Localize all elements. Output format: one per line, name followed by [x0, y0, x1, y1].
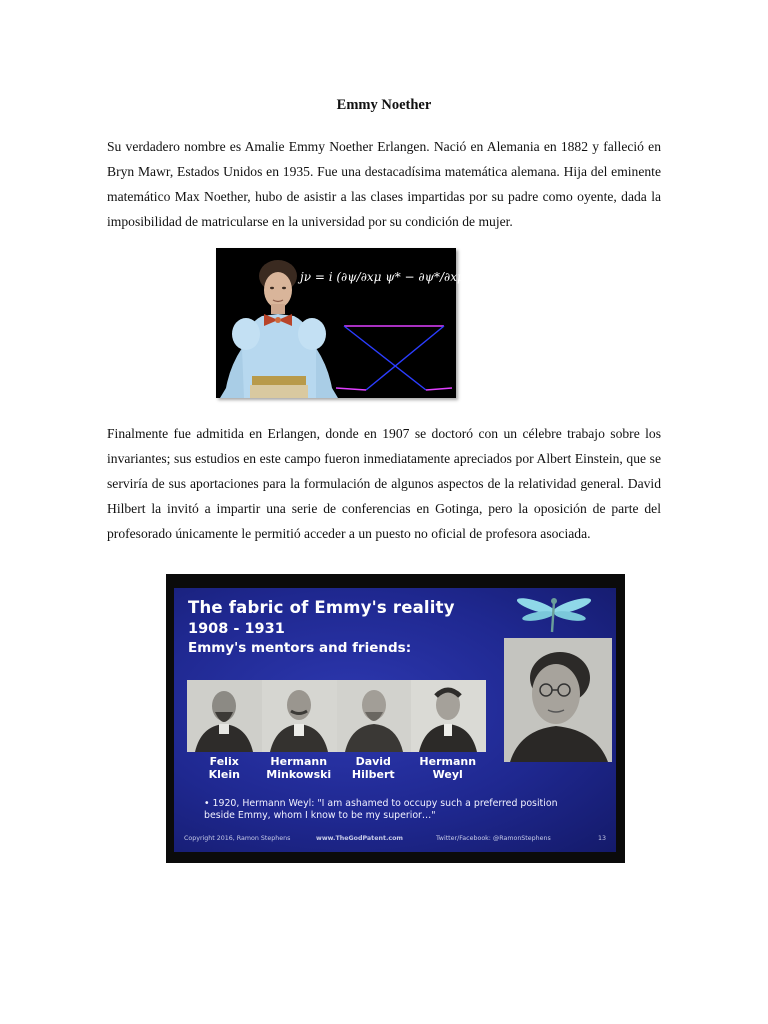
photo-hilbert	[337, 680, 412, 752]
photo-weyl	[411, 680, 485, 752]
document-title: Emmy Noether	[336, 97, 432, 113]
mentor-name: Hermann Weyl	[419, 755, 477, 781]
mentors-names	[187, 755, 485, 781]
paragraph-biography: Su verdadero nombre es Amalie Emmy Noether Erlangen. Nació en Alemania en 1882 y falleció en Bryn Mawr, Estados Unidos en 1935. Fue una destacadísima matemática alemana. Hija del eminente matemático Max Noether, hubo de asistir a las clases impartidas por su padre como oyente, dada la imposibilidad de matricularse en la universidad por su condición de mujer.	[107, 139, 661, 229]
photo-minkowski	[262, 680, 337, 752]
mentor-name: David Hilbert	[351, 755, 395, 781]
figure-slide	[166, 574, 625, 863]
weyl-quote: • 1920, Hermann Weyl: "I am ashamed to occupy such a preferred position beside Emmy, whom I know to be my superior…"	[204, 798, 558, 821]
emmy-portrait	[504, 638, 612, 762]
mentors-photo-strip	[187, 680, 485, 752]
slide-subtitle: Emmy's mentors and friends:	[188, 640, 412, 656]
footer-social: Twitter/Facebook: @RamonStephens	[436, 835, 551, 842]
slide-title: The fabric of Emmy's reality	[188, 598, 455, 617]
paragraph-career: Finalmente fue admitida en Erlangen, donde en 1907 se doctoró con un célebre trabajo sobre los invariantes; sus estudios en este campo fueron inmediatamente apreciados por Albert Einstein, que se serviría de sus aportaciones para la formulación de algunos aspectos de la relatividad general. David Hilbert la invitó a impartir una serie de conferencias en Gotinga, pero la oposición de parte del profesorado únicamente le permitió acceder a un puesto no oficial de profesora asociada.	[107, 426, 661, 541]
footer-page-number: 13	[598, 835, 607, 842]
dragonfly-icon	[514, 594, 594, 634]
photo-klein	[187, 680, 262, 752]
slide	[174, 588, 616, 852]
mentor-name: Hermann Minkowski	[266, 755, 332, 781]
equation-text: jν = i (∂ψ/∂xμ ψ* − ∂ψ*/∂xμ ψ) ημν	[300, 270, 509, 284]
footer-copyright: Copyright 2016, Ramon Stephens	[184, 835, 291, 842]
figure-noether-equation	[216, 248, 509, 398]
mentor-name: Felix Klein	[208, 755, 240, 781]
slide-years: 1908 - 1931	[188, 621, 285, 637]
footer-url: www.TheGodPatent.com	[316, 835, 403, 842]
